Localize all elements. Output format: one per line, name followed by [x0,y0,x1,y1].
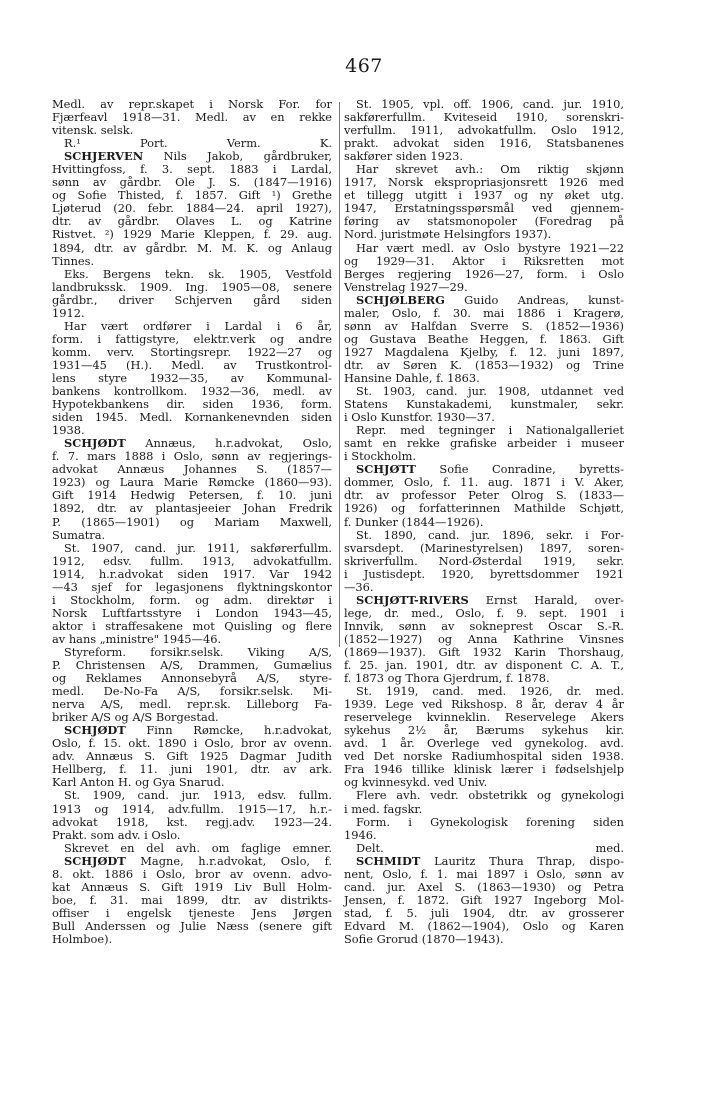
line-text: 1912. [52,305,85,320]
line-text: 1913 og 1914, adv.fullm. 1915—17, h.r.- [52,801,332,816]
line-text: Karl Anton H. og Gya Snarud. [52,775,225,790]
line-text: Venstrelag 1927—29. [344,279,468,294]
column-divider [339,102,340,647]
line-text: f. Dunker (1844—1926). [344,514,484,529]
line-text: Repr. med tegninger i Nationalgalleriet [356,423,624,438]
line-text: 1939. Lege ved Rikshosp. 8 år, derav 4 år [344,697,624,712]
line-text: cand. jur. Axel S. (1863—1930) og Petra [344,879,624,894]
line-text: Berges regjering 1926—27, form. i Oslo [344,266,624,281]
line-text: aktor i straffesakene mot Quisling og flere [52,618,332,633]
left-column [52,98,332,946]
line-text: sakførerfullm. Kviteseid 1910, sorenskri- [344,110,624,125]
line-text: verfullm. 1911, advokatfullm. Oslo 1912, [344,123,624,138]
line-text: lens styre 1932—35, av Kommunal- [52,370,332,385]
line-text: Flere avh. vedr. obstetrikk og gynekologi [356,788,624,803]
line-text: nerva A/S, medl. repr.sk. Lilleborg Fa- [52,697,332,712]
line-text: dtr. av professor Peter Olrog S. (1833— [344,488,624,503]
line-text: f. 7. mars 1888 i Oslo, sønn av regjerings- [52,449,332,464]
line-text: maler, Oslo, f. 30. mai 1886 i Kragerø, [344,305,624,320]
line-text: Magne, h.r.advokat, Oslo, f. [125,853,332,868]
line-text: Fra 1946 tillike klinisk lærer i fødselshjelp [344,762,624,777]
line-text: advokat 1918, kst. regj.adv. 1923—24. [52,814,332,829]
line-text: et tillegg utgitt i 1937 og ny øket utg. [344,188,624,203]
right-column [344,98,624,946]
line-text: komm. verv. Stortingsrepr. 1922—27 og [52,344,332,359]
line-text: og 1929—31. Aktor i Riksretten mot [344,253,624,268]
line-text: St. 1907, cand. jur. 1911, sakførerfullm. [64,540,332,555]
line-text: Ljøterud (20. febr. 1884—24. april 1927), [52,201,332,216]
entry-surname: SCHJERVEN [64,149,144,164]
line-text: St. 1905, vpl. off. 1906, cand. jur. 1910, [356,97,624,111]
line-text: Har vært medl. av Oslo bystyre 1921—22 [356,240,624,255]
line-text: siden 1945. Medl. Kornankenevnden siden [52,410,332,425]
line-text: 1917, Norsk ekspropriasjonsrett 1926 med [344,175,624,190]
line-text: Nils Jakob, gårdbruker, [143,149,332,164]
line-text: sakfører siden 1923. [344,149,463,164]
line-text: Hypotekbankens dir. siden 1936, form. [52,397,332,412]
line-text: P. Christensen A/S, Drammen, Gumælius [52,658,332,673]
line-text: Har vært ordfører i Lardal i 6 år, [64,318,332,333]
line-text: Hansine Dahle, f. 1863. [344,370,480,385]
line-text: gårdbr., driver Schjerven gård siden [52,292,332,307]
line-text: Delt. med. [356,840,624,855]
line-text: Guido Andreas, kunst- [444,292,624,307]
line-text: dtr. av gårdbr. Olaves L. og Katrine [52,214,332,229]
line-text: adv. Annæus S. Gift 1925 Dagmar Judith [52,749,332,764]
line-text: Edvard M. (1862—1904), Oslo og Karen [344,918,624,933]
line-text: 1946. [344,827,377,842]
line-text: skriverfullm. Nord-Østerdal 1919, sekr. [344,553,624,568]
line-text: svarsdept. (Marinestyrelsen) 1897, soren- [344,540,624,555]
line-text: i Stockholm. [344,449,417,464]
line-text: Sofie Conradine, byretts- [415,462,624,477]
line-text: Styreform. forsikr.selsk. Viking A/S, [64,644,332,659]
entry-surname: SCHMIDT [356,853,421,868]
line-text: f. 25. jan. 1901, dtr. av disponent C. A. T., [344,658,624,673]
line-text: av hans „ministre" 1945—46. [52,631,222,646]
line-text: —43 sjef for legasjonens flyktningskontor [52,579,332,594]
line-text: Jensen, f. 1872. Gift 1927 Ingeborg Mol- [344,892,624,907]
text-line [52,294,332,307]
line-text: sønn av gårdbr. Ole J. S. (1847—1916) [52,175,332,190]
line-text: bankens kontrollkom. 1932—36, medl. av [52,384,332,399]
line-text: 1947, Erstatningsspørsmål ved gjennem- [344,201,624,216]
line-text: St. 1909, cand. jur. 1913, edsv. fullm. [64,788,332,803]
line-text: medl. De-No-Fa A/S, forsikr.selsk. Mi- [52,684,332,699]
line-text: St. 1890, cand. jur. 1896, sekr. i For- [356,527,624,542]
line-text: og Gustava Beathe Heggen, f. 1863. Gift [344,331,624,346]
line-text: Oslo, f. 15. okt. 1890 i Oslo, bror av ovenn. [52,736,332,751]
line-text: lege, dr. med., Oslo, f. 9. sept. 1901 i [344,605,624,620]
line-text: Form. i Gynekologisk forening siden [356,814,624,829]
line-text: Innvik, sønn av sokneprest Oscar S.-R. [344,618,624,633]
line-text: sykehus 2½ år, Bærums sykehus kir. [344,723,624,738]
line-text: Ristvet. ²) 1929 Marie Kleppen, f. 29. aug. [52,227,332,242]
line-text: kat Annæus S. Gift 1919 Liv Bull Holm- [52,879,332,894]
page-number: 467 [345,55,383,77]
line-text: i Stockholm, form. og adm. direktør i [52,592,332,607]
line-text: og kvinnesykd. ved Univ. [344,775,488,790]
line-text: 1927 Magdalena Kjelby, f. 12. juni 1897, [344,344,624,359]
line-text: Skrevet en del avh. om faglige emner. [64,840,332,855]
line-text: avd. 1 år. Overlege ved gynekolog. avd. [344,736,624,751]
line-text: Fjærfeavl 1918—31. Medl. av en rekke [52,110,332,125]
line-text: samt en rekke grafiske arbeider i museer [344,436,624,451]
line-text: Har skrevet avh.: Om riktig skjønn [356,162,624,177]
text-line [344,568,624,581]
line-text: Lauritz Thura Thrap, dispo- [420,853,624,868]
line-text: R.¹ Port. Verm. K. [64,136,332,151]
line-text: 1912, edsv. fullm. 1913, advokatfullm. [52,553,332,568]
line-text: 1931—45 (H.). Medl. av Trustkontrol- [52,357,332,372]
line-text: Norsk Luftfartsstyre i London 1943—45, [52,605,332,620]
line-text: nent, Oslo, f. 1. mai 1897 i Oslo, sønn av [344,866,624,881]
line-text: Medl. av repr.skapet i Norsk For. for [52,97,332,111]
text-line [52,933,332,946]
line-text: 1892, dtr. av plantasjeeier Johan Fredrik [52,501,332,516]
line-text: og Sofie Thisted, f. 1857. Gift ¹) Grethe [52,188,332,203]
line-text: i Oslo Kunstfor. 1930—37. [344,410,495,425]
entry-surname: SCHJØTT [356,462,416,477]
line-text: i med. fagskr. [344,801,423,816]
entry-surname: SCHJØTT-RIVERS [356,592,469,607]
line-text: ved Det norske Radiumhospital siden 1938. [344,749,624,764]
line-text: (1869—1937). Gift 1932 Karin Thorshaug, [344,644,624,659]
line-text: 1923) og Laura Marie Rømcke (1860—93). [52,475,332,490]
line-text: advokat Annæus Johannes S. (1857— [52,462,332,477]
line-text: Hvittingfoss, f. 3. sept. 1883 i Lardal, [52,162,332,177]
line-text: boe, f. 31. mai 1899, dtr. av distrikts- [52,892,332,907]
line-text: (1852—1927) og Anna Kathrine Vinsnes [344,631,624,646]
line-text: Holmboe). [52,932,113,946]
line-text: dtr. av Søren K. (1853—1932) og Trine [344,357,624,372]
line-text: 1894, dtr. av gårdbr. M. M. K. og Anlaug [52,240,332,255]
line-text: Eks. Bergens tekn. sk. 1905, Vestfold [64,266,332,281]
line-text: sønn av Halfdan Sverre S. (1852—1936) [344,318,624,333]
line-text: og Reklames Annonsebyrå A/S, styre- [52,671,332,686]
line-text: 1914, h.r.advokat siden 1917. Var 1942 [52,566,332,581]
line-text: Sumatra. [52,527,106,542]
entry-surname: SCHJØDT [64,723,126,738]
line-text: f. 1873 og Thora Gjerdrum, f. 1878. [344,671,550,686]
line-text: stad, f. 5. juli 1904, dtr. av grosserer [344,905,624,920]
line-text: 1938. [52,423,85,438]
line-text: Sofie Grorud (1870—1943). [344,932,504,946]
text-line [52,411,332,424]
line-text: Gift 1914 Hedwig Petersen, f. 10. juni [52,488,332,503]
entry-surname: SCHJØDT [64,436,126,451]
line-text: føring av statsmonopoler (Foredrag på [344,214,624,229]
text-line [344,933,624,946]
line-text: Bull Anderssen og Julie Næss (senere gift [52,918,332,933]
line-text: St. 1903, cand. jur. 1908, utdannet ved [356,384,624,399]
line-text: Finn Rømcke, h.r.advokat, [125,723,332,738]
line-text: form. i fattigstyre, elektr.verk og andre [52,331,332,346]
line-text: vitensk. selsk. [52,123,134,138]
line-text: i Justisdept. 1920, byrettsdommer 1921 [344,566,624,581]
entry-surname: SCHJØDT [64,853,126,868]
line-text: Statens Kunstakademi, kunstmaler, sekr. [344,397,624,412]
line-text: dommer, Oslo, f. 11. aug. 1871 i V. Aker, [344,475,624,490]
line-text: Prakt. som adv. i Oslo. [52,827,181,842]
line-text: landbrukssk. 1909. Ing. 1905—08, senere [52,279,332,294]
line-text: 8. okt. 1886 i Oslo, bror av ovenn. advo- [52,866,332,881]
text-line [344,816,624,829]
line-text: prakt. advokat siden 1916, Statsbanenes [344,136,624,151]
line-text: St. 1919, cand. med. 1926, dr. med. [356,684,624,699]
line-text: offiser i engelsk tjeneste Jens Jørgen [52,905,332,920]
line-text: Tinnes. [52,253,95,268]
line-text: Nord. juristmøte Helsingfors 1937). [344,227,552,242]
line-text: reservelege kvinneklin. Reservelege Akers [344,710,624,725]
line-text: P. (1865—1901) og Mariam Maxwell, [52,514,332,529]
entry-surname: SCHJØLBERG [356,292,445,307]
line-text: —36. [344,579,374,594]
line-text: Hellberg, f. 11. juni 1901, dtr. av ark. [52,762,332,777]
line-text: 1926) og forfatterinnen Mathilde Schjøtt, [344,501,624,516]
line-text: Annæus, h.r.advokat, Oslo, [125,436,332,451]
line-text: Ernst Harald, over- [468,592,624,607]
line-text: briker A/S og A/S Borgestad. [52,710,219,725]
